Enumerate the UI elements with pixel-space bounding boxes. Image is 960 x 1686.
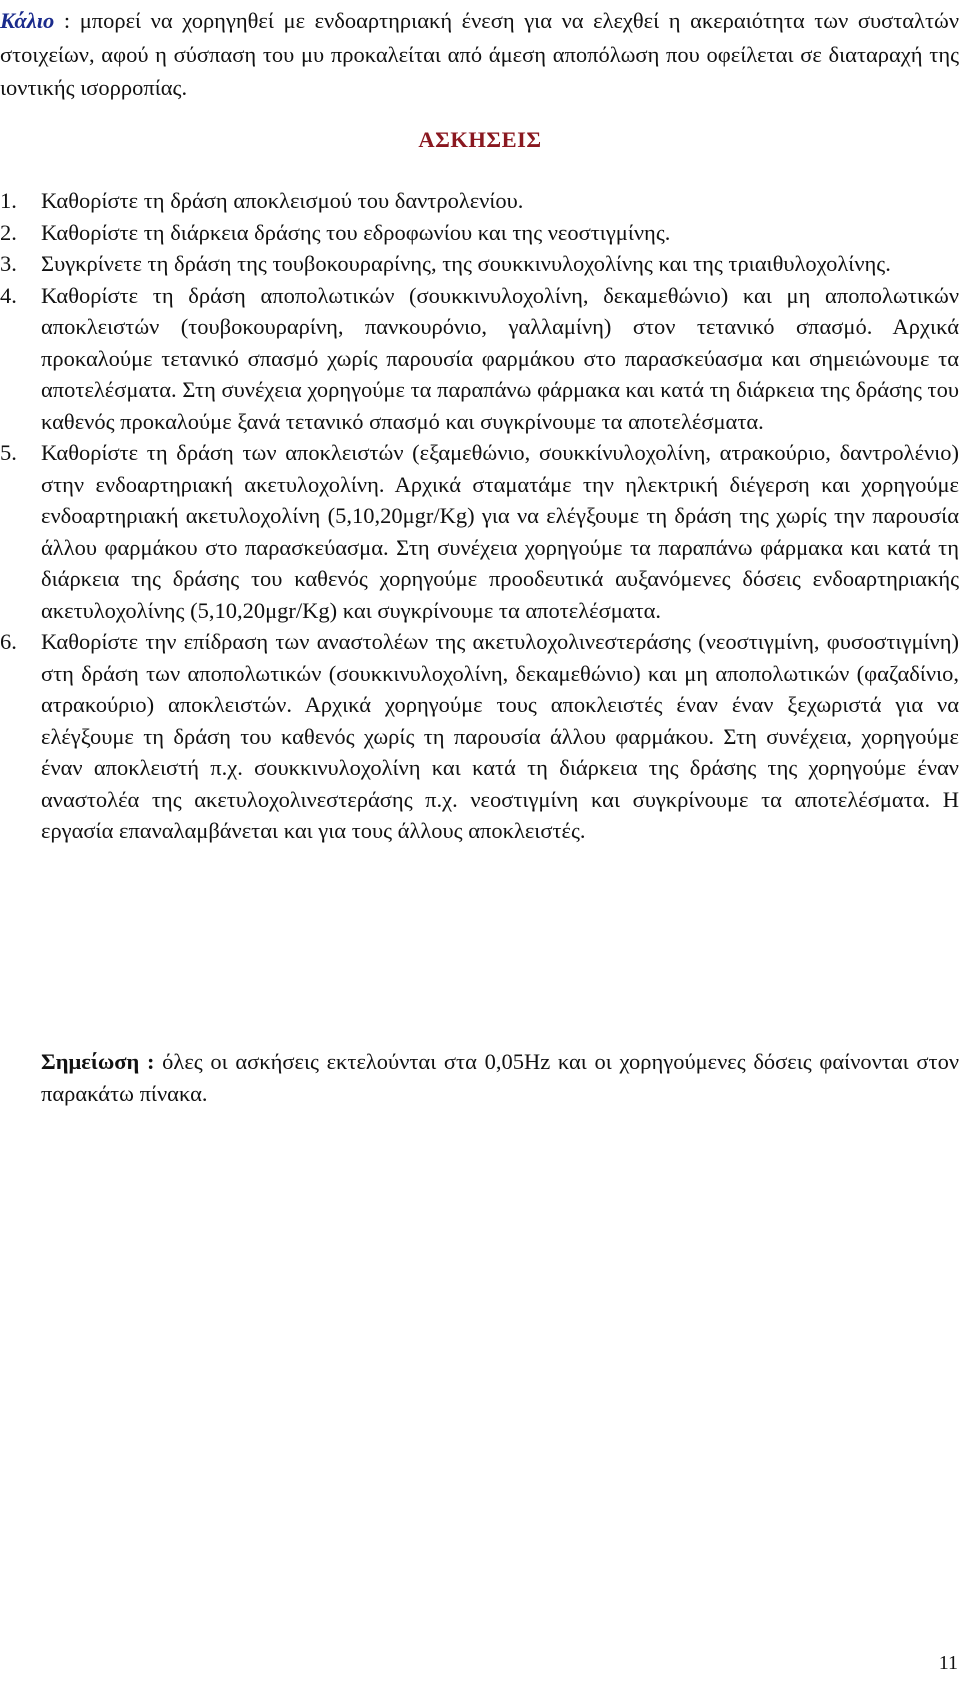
exercise-item [0,437,959,626]
exercise-text: Καθορίστε τη δράση αποκλεισμού του δαντρολενίου. [41,188,524,213]
exercise-text: Καθορίστε την επίδραση των αναστολέων της ακετυλοχολινεστεράσης (νεοστιγμίνη, φυσοστιγμίνη) στη δράση των αποπολωτικών (σουκκινυλοχολίνη, δεκαμεθώνιο) και μη αποπολωτικών (φαζαδίνιο, ατρακούριο) αποκλειστών. Αρχικά χορηγούμε τους αποκλειστές έναν έναν ξεχωριστά για να ελέγξουμε τη δράση του καθενός χωρίς τη παρουσία άλλου φαρμάκου. Στη συνέχεια, χορηγούμε έναν αποκλειστή π.χ. σουκκινυλοχολίνη και κατά τη διάρκεια της δράσης της χορηγούμε έναν αναστολέα της ακετυλοχολινεστεράσης π.χ. νεοστιγμίνη και συγκρίνουμε τα αποτελέσματα. Η εργασία επαναλαμβάνεται και για τους άλλους αποκλειστές. [41,629,959,843]
page-number: 11 [938,1652,958,1674]
exercise-item [0,185,959,217]
term-separator: : [54,8,80,33]
exercise-number: 1. [0,188,17,213]
exercise-item [0,248,959,280]
exercise-number: 3. [0,251,17,276]
exercise-text: Καθορίστε τη δράση αποπολωτικών (σουκκινυλοχολίνη, δεκαμεθώνιο) και μη αποπολωτικών αποκλειστών (τουβοκουραρίνη, πανκουρόνιο, γαλλαμίνη) στον τετανικό σπασμό. Αρχικά προκαλούμε τετανικό σπασμό χωρίς παρουσία φαρμάκου στο παρασκεύασμα και σημειώνουμε τα αποτελέσματα. Στη συνέχεια χορηγούμε τα παραπάνω φάρμακα και κατά τη διάρκεια της δράσης του καθενός προκαλούμε ξανά τετανικό σπασμό και συγκρίνουμε τα αποτελέσματα. [41,282,959,434]
exercise-item [0,280,959,438]
exercise-number: 6. [0,629,17,654]
exercise-item [0,217,959,249]
exercise-text: Καθορίστε τη διάρκεια δράσης του εδροφωνίου και της νεοστιγμίνης. [41,219,671,245]
exercise-list [0,185,959,847]
note-text: όλες οι ασκήσεις εκτελούνται στα 0,05Hz και οι χορηγούμενες δόσεις φαίνονται στον παρακάτω πίνακα. [41,1049,959,1106]
exercise-number: 4. [0,282,17,308]
exercise-text: Συγκρίνετε τη δράση της τουβοκουραρίνης, της σουκκινυλοχολίνης και της τριαιθυλοχολίνης. [41,251,891,276]
exercise-item [0,626,959,847]
exercise-number: 5. [0,440,17,465]
exercises-heading: ΑΣΚΗΣΕΙΣ [418,127,542,152]
exercise-number: 2. [0,219,17,245]
intro-text: μπορεί να χορηγηθεί με ενδοαρτηριακή ένεση για να ελεχθεί η ακεραιότητα των συσταλτών στοιχείων, αφού η σύσπαση του μυ προκαλείται από άμεση αποπόλωση που οφείλεται σε διαταραχή της ιοντικής ισορροπίας. [0,8,959,100]
note-paragraph [41,1046,959,1109]
exercise-text: Καθορίστε τη δράση των αποκλειστών (εξαμεθώνιο, σουκκίνυλοχολίνη, ατρακούριο, δαντρολένιο) στην ενδοαρτηριακή ακετυλοχολίνη. Αρχικά σταματάμε την ηλεκτρική διέγερση και χορηγούμε ενδοαρτηριακή ακετυλοχολίνη (5,10,20μgr/Kg) για να ελέγξουμε τη δράση της χωρίς την παρουσία άλλου φαρμάκου στο παρασκεύασμα. Στη συνέχεια χορηγούμε τα παραπάνω φάρμακα και κατά τη διάρκεια της δράσης του καθενός χορηγούμε προοδευτικά αυξανόμενες δόσεις ενδοαρτηριακής ακετυλοχολίνης (5,10,20μgr/Kg) και συγκρίνουμε τα αποτελέσματα. [41,440,959,623]
intro-paragraph [0,4,959,105]
note-label: Σημείωση : [41,1049,155,1074]
term-potassium: Κάλιο [0,8,55,33]
